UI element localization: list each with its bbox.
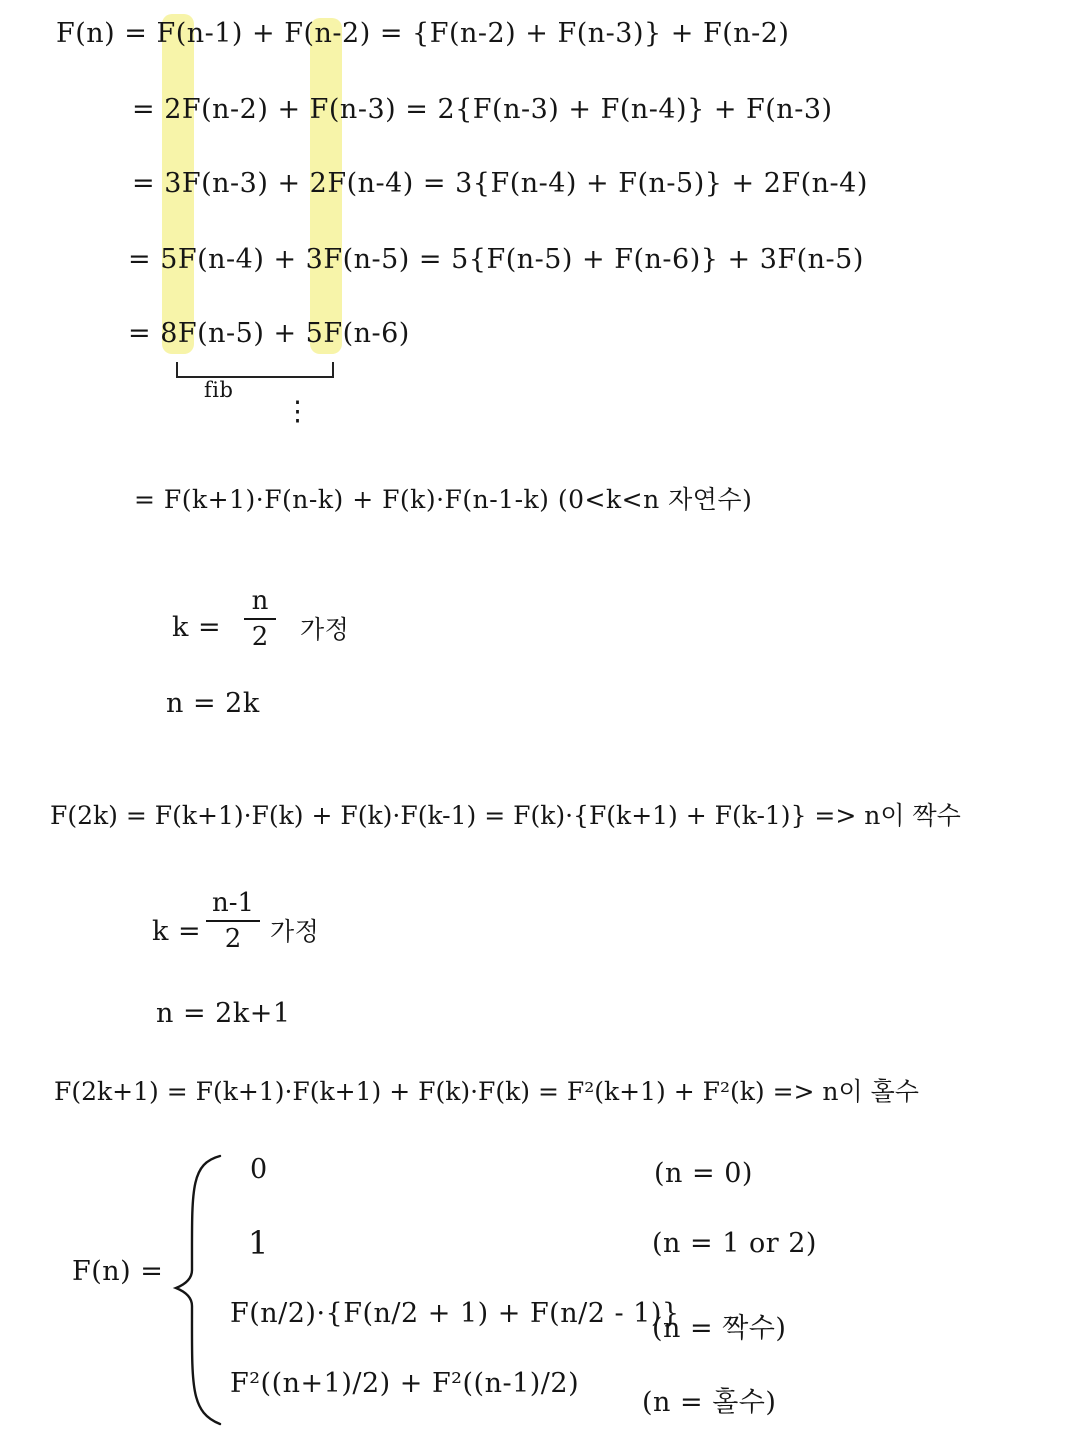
derivation-line-1: F(n) = F(n-1) + F(n-2) = {F(n-2) + F(n-3)} + F(n-2) [56,18,790,49]
odd-fraction-bar [206,920,260,922]
case-0-condition: (n = 0) [654,1158,753,1189]
case-2-value: F(n/2)·{F(n/2 + 1) + F(n/2 - 1)} [230,1298,680,1329]
even-assume: 가정 [300,615,350,644]
case-3-value: F²((n+1)/2) + F²((n-1)/2) [230,1368,580,1399]
even-fraction-bar [244,618,276,620]
odd-formula: F(2k+1) = F(k+1)·F(k+1) + F(k)·F(k) = F²(k+1) + F²(k) => n이 홀수 [54,1077,919,1106]
fib-bracket [176,362,334,378]
even-fraction [244,586,276,652]
even-k-var: k = [172,612,222,643]
case-1-condition: (n = 1 or 2) [652,1228,817,1259]
general-formula: = F(k+1)·F(n-k) + F(k)·F(n-1-k) (0<k<n 자연수) [134,485,753,514]
even-fraction-denominator: 2 [251,622,269,652]
case-3-condition: (n = 홀수) [642,1387,777,1418]
case-0-value: 0 [250,1154,268,1185]
fib-label: fib [204,378,234,402]
even-formula: F(2k) = F(k+1)·F(k) + F(k)·F(k-1) = F(k)·{F(k+1) + F(k-1)} => n이 짝수 [50,801,961,830]
even-fraction-numerator: n [251,586,269,616]
odd-n-eq: n = 2k+1 [156,998,291,1029]
vertical-dots: ⋮ [284,396,312,427]
odd-fraction-denominator: 2 [224,924,242,954]
piecewise-brace [170,1150,230,1430]
odd-fraction [206,888,260,954]
piecewise-lhs: F(n) = [72,1256,164,1287]
derivation-line-5: = 8F(n-5) + 5F(n-6) [128,318,410,349]
odd-assume: 가정 [270,917,320,946]
odd-fraction-numerator: n-1 [211,888,255,918]
odd-k-var: k = [152,916,202,947]
case-2-condition: (n = 짝수) [652,1313,787,1344]
derivation-line-2: = 2F(n-2) + F(n-3) = 2{F(n-3) + F(n-4)} + F(n-3) [132,94,833,125]
derivation-line-3: = 3F(n-3) + 2F(n-4) = 3{F(n-4) + F(n-5)} + 2F(n-4) [132,168,868,199]
derivation-line-4: = 5F(n-4) + 3F(n-5) = 5{F(n-5) + F(n-6)} + 3F(n-5) [128,244,864,275]
case-1-value: 1 [248,1224,269,1262]
even-n-eq: n = 2k [166,688,260,719]
